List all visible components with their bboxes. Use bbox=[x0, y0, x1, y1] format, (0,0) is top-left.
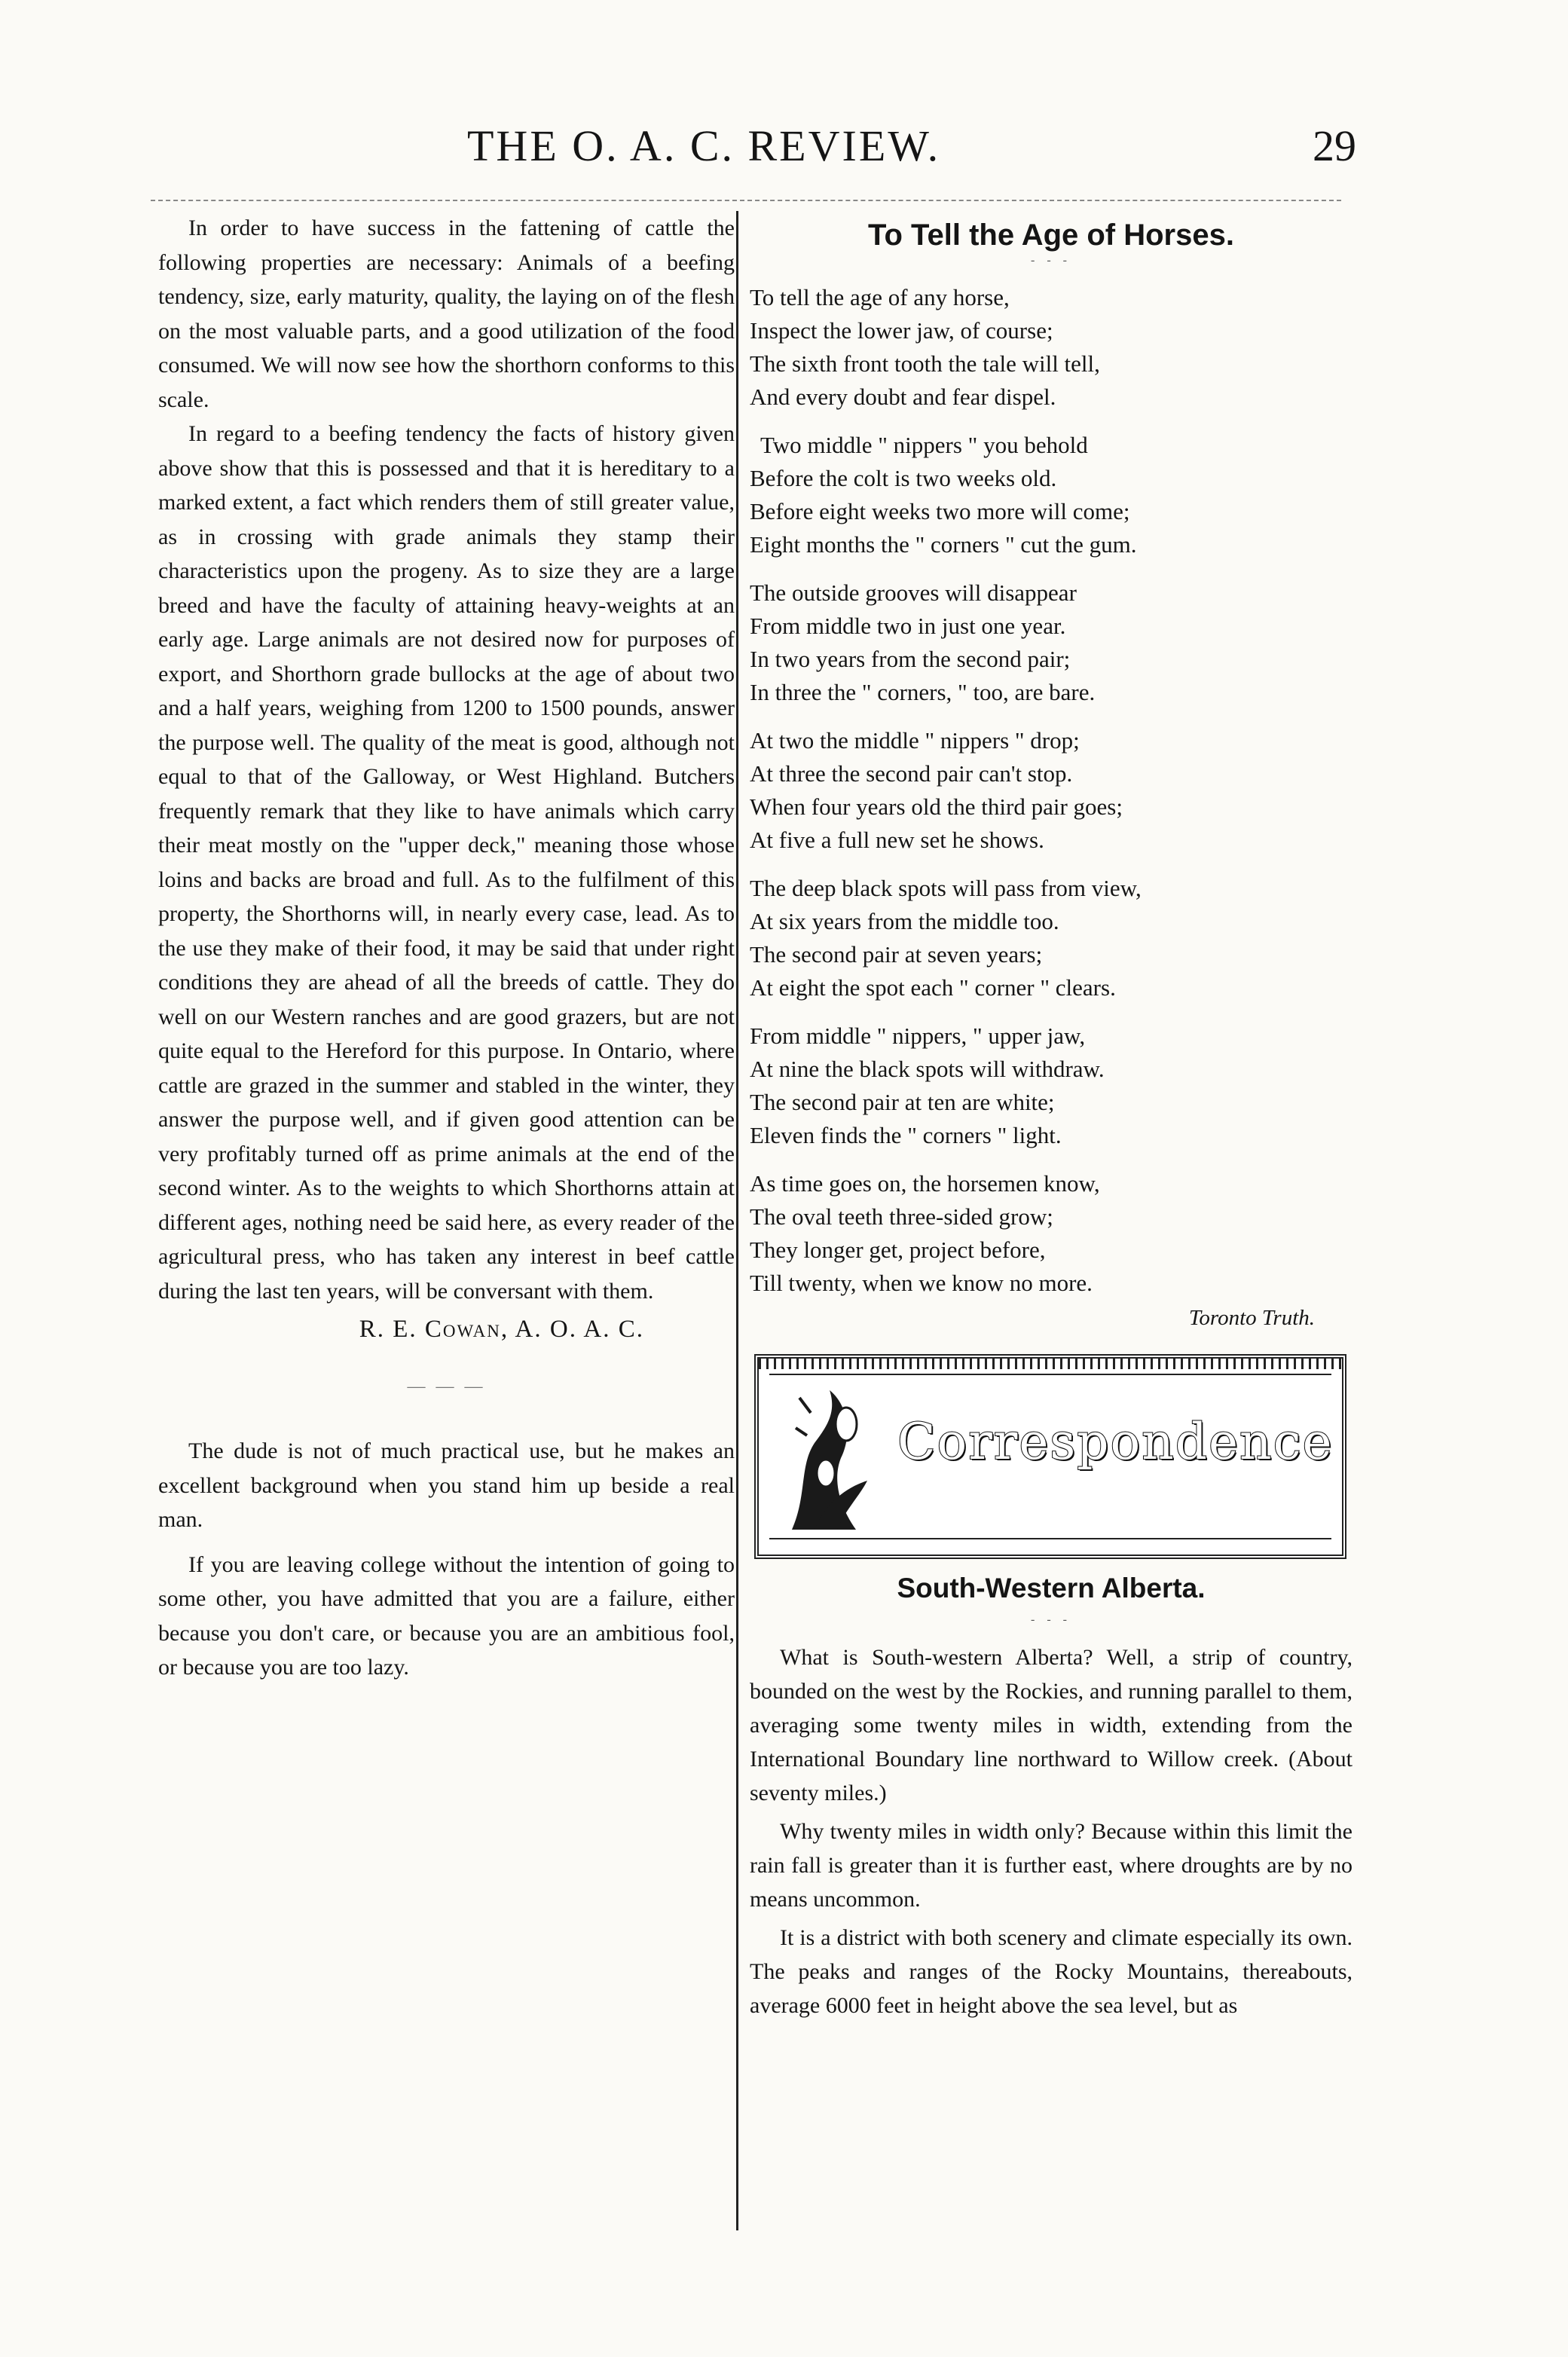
section-heading: South-Western Alberta. bbox=[897, 1573, 1206, 1603]
poem-stanza bbox=[750, 576, 1353, 709]
poem-line: Before the colt is two weeks old. bbox=[750, 465, 1057, 491]
article-paragraph: It is a district with both scenery and climate especially its own. The peaks and ranges of the Rocky Mountains, thereabouts, average 6000 feet in height above the sea level, but as bbox=[750, 1925, 1353, 2018]
poem-line: Eleven finds the " corners " light. bbox=[750, 1122, 1062, 1148]
correspondence-body bbox=[750, 1640, 1353, 2022]
poem-line: Before eight weeks two more will come; bbox=[750, 498, 1130, 524]
poem-line: The oval teeth three-sided grow; bbox=[750, 1203, 1053, 1230]
poem-line: From middle two in just one year. bbox=[750, 613, 1066, 639]
correspondence-title: Correspondence bbox=[897, 1413, 1334, 1471]
separator: — — — bbox=[407, 1376, 486, 1396]
poem-stanza bbox=[750, 1020, 1353, 1152]
article-paragraph: Why twenty miles in width only? Because within this limit the rain fall is greater than it is further east, where droughts are by no means uncommon. bbox=[750, 1819, 1353, 1912]
note-paragraph: The dude is not of much practical use, but he makes an excellent background when you stand him up beside a real man. bbox=[158, 1438, 735, 1532]
poem bbox=[750, 281, 1353, 1334]
poem-line: At two the middle " nippers " drop; bbox=[750, 727, 1080, 754]
poem-line: The second pair at seven years; bbox=[750, 941, 1043, 968]
poem-line: At nine the black spots will withdraw. bbox=[750, 1056, 1105, 1082]
poem-stanza bbox=[750, 872, 1353, 1004]
banner-frame bbox=[769, 1374, 1334, 1539]
poem-line: Eight months the " corners " cut the gum. bbox=[750, 531, 1137, 558]
article-paragraph: What is South-western Alberta? Well, a strip of country, bounded on the west by the Rockies, and running parallel to them, averaging some twenty miles in width, extending from the International Boundary line northward to Willow creek. (About seventy miles.) bbox=[750, 1645, 1353, 1805]
poem-line: And every doubt and fear dispel. bbox=[750, 384, 1056, 410]
page-header bbox=[136, 121, 1356, 188]
page-number: 29 bbox=[1313, 121, 1356, 170]
poem-line: The sixth front tooth the tale will tell, bbox=[750, 350, 1100, 377]
column-divider bbox=[736, 211, 738, 2230]
poem-line: The second pair at ten are white; bbox=[750, 1089, 1055, 1115]
correspondence-banner bbox=[754, 1354, 1346, 1559]
poem-stanza bbox=[750, 281, 1353, 414]
note-paragraph: If you are leaving college without the intention of going to some other, you have admitted that you are a failure, either because you don't care, or because you are an ambitious fool, or because you are too lazy. bbox=[158, 1551, 735, 1680]
poem-line: At five a full new set he shows. bbox=[750, 827, 1044, 853]
page-title: THE O. A. C. REVIEW. bbox=[467, 121, 941, 170]
left-column bbox=[158, 211, 735, 1685]
poem-line: As time goes on, the horsemen know, bbox=[750, 1170, 1100, 1197]
poem-stanza bbox=[750, 429, 1353, 561]
poem-title: To Tell the Age of Horses. bbox=[868, 219, 1234, 252]
lily-illustration-icon bbox=[784, 1383, 882, 1533]
poem-line: In two years from the second pair; bbox=[750, 646, 1071, 672]
poem-line: At three the second pair can't stop. bbox=[750, 760, 1073, 787]
poem-line: At six years from the middle too. bbox=[750, 908, 1059, 934]
poem-line: The outside grooves will disappear bbox=[750, 579, 1077, 606]
separator: - - - bbox=[1031, 254, 1071, 267]
poem-line: They longer get, project before, bbox=[750, 1237, 1046, 1263]
poem-line: Two middle " nippers " you behold bbox=[760, 432, 1088, 458]
article-signature: R. E. Cowan, A. O. A. C. bbox=[359, 1316, 644, 1343]
article-paragraph: In order to have success in the fattening of cattle the following properties are necessary: Animals of a beefing tendency, size, early maturity, quality, the laying on of the flesh on the most valuable parts, and a good utilization of the food consumed. We will now see how the shorthorn conforms to this scale. bbox=[158, 216, 735, 412]
separator: - - - bbox=[1031, 1613, 1071, 1626]
poem-line: When four years old the third pair goes; bbox=[750, 793, 1123, 820]
poem-line: The deep black spots will pass from view, bbox=[750, 875, 1142, 901]
article-paragraph: In regard to a beefing tendency the facts of history given above show that this is possessed and that it is hereditary to a marked extent, a fact which renders them of still greater value, as in crossing with grade animals they stamp their characteristics upon the progeny. As to size they are a large breed and have the faculty of attaining heavy-weights at an early age. Large animals are not desired now for purposes of export, and Shorthorn grade bullocks at the age of about two and a half years, weighing from 1200 to 1500 pounds, answer the purpose well. The quality of the meat is good, although not equal to that of the Galloway, or West Highland. Butchers frequently remark that they like to have animals which carry their meat mostly on the "upper deck," meaning those whose loins and backs are broad and full. As to the fulfilment of this property, the Shorthorns will, in nearly every case, lead. As to the use they make of their food, it may be said that under right conditions they are ahead of all the breeds of cattle. They do well on our Western ranches and are good grazers, but are not quite equal to the Hereford for this purpose. In Ontario, where cattle are grazed in the summer and stabled in the winter, they answer the purpose well, and if given good attention can be very profitably turned off as prime animals at the end of the second winter. As to the weights to which Shorthorns attain at different ages, nothing need be said here, as every reader of the agricultural press, who has taken any interest in beef cattle during the last ten years, will be conversant with them. bbox=[158, 421, 735, 1304]
poem-stanza bbox=[750, 1167, 1353, 1300]
poem-line: To tell the age of any horse, bbox=[750, 284, 1010, 310]
poem-line: From middle " nippers, " upper jaw, bbox=[750, 1023, 1086, 1049]
header-rule bbox=[151, 200, 1341, 201]
poem-line: At eight the spot each " corner " clears. bbox=[750, 974, 1116, 1001]
poem-line: Till twenty, when we know no more. bbox=[750, 1270, 1093, 1296]
poem-attribution: Toronto Truth. bbox=[1188, 1306, 1315, 1330]
poem-stanza bbox=[750, 724, 1353, 857]
right-column bbox=[750, 211, 1353, 2022]
poem-line: In three the " corners, " too, are bare. bbox=[750, 679, 1096, 705]
poem-line: Inspect the lower jaw, of course; bbox=[750, 317, 1053, 344]
